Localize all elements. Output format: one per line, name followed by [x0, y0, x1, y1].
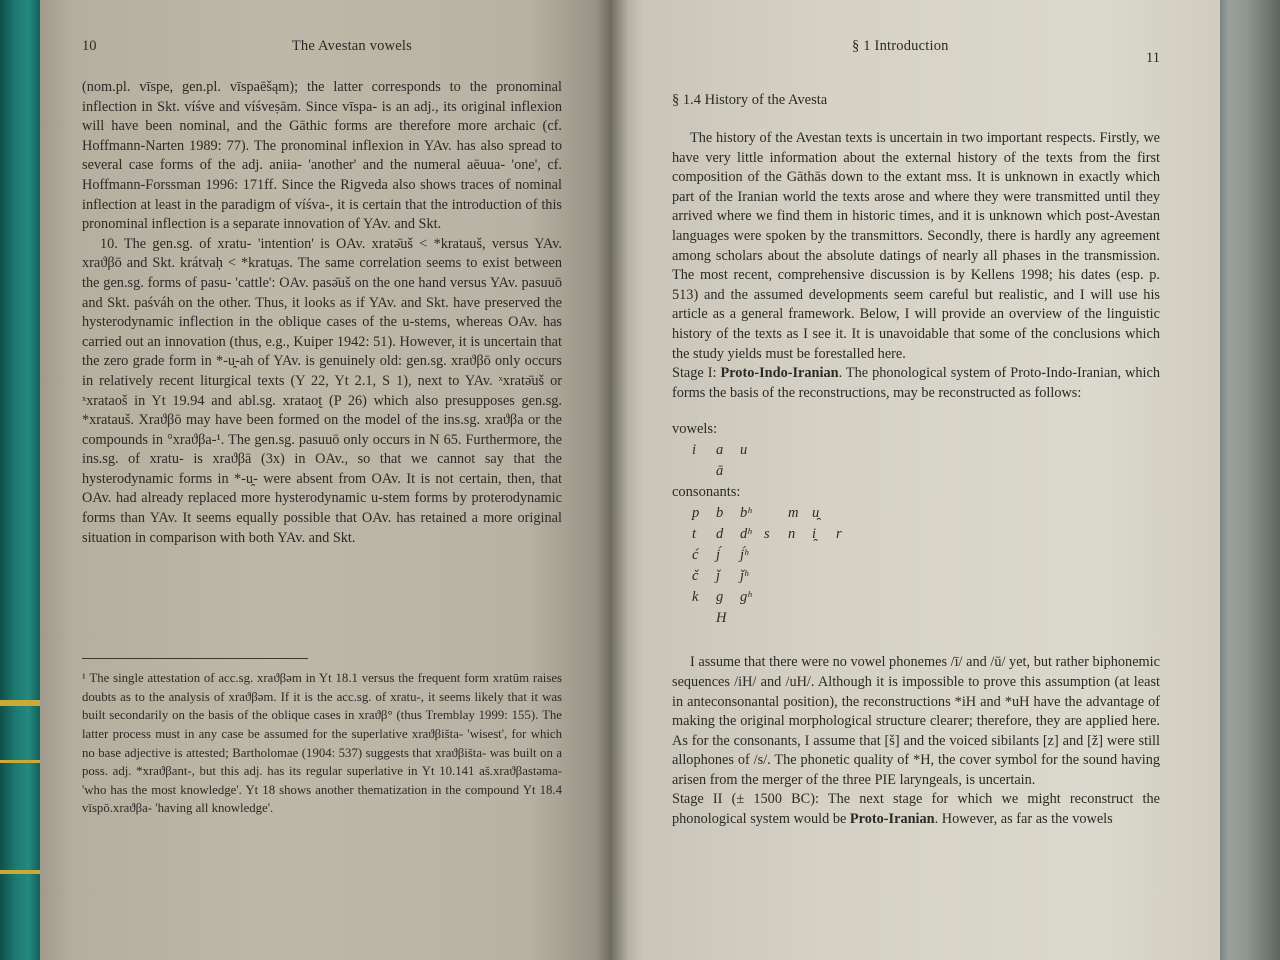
consonant-cell: bʰ: [740, 505, 752, 522]
page-number-right: 11: [1146, 50, 1160, 66]
vowel-cell: [740, 463, 764, 484]
vowel-cell: [692, 463, 716, 484]
consonant-cell: H: [716, 610, 727, 627]
running-head-left: The Avestan vowels: [291, 38, 412, 54]
consonant-cell: t: [692, 526, 697, 543]
consonant-cell: ǰʰ: [740, 568, 749, 585]
vowel-row: [692, 442, 1160, 463]
consonant-cell: [764, 568, 788, 589]
consonant-table: [692, 505, 1160, 631]
consonant-cell: [788, 547, 812, 568]
stage-2-paragraph: [672, 790, 1160, 829]
consonant-cell: [836, 505, 860, 526]
vowels-label: vowels:: [672, 421, 718, 438]
consonant-cell: [836, 610, 860, 631]
consonant-cell: p: [692, 505, 700, 522]
stage-1-term: Proto-Indo-Iranian: [720, 365, 839, 382]
consonant-cell: [836, 589, 860, 610]
consonant-cell: s: [764, 526, 770, 543]
consonant-cell: [812, 547, 836, 568]
section-title: § 1.4 History of the Avesta: [672, 92, 828, 108]
stage-1-prefix: Stage I:: [672, 365, 721, 382]
vowel-cell: i: [692, 442, 697, 459]
consonant-cell: [836, 547, 860, 568]
consonant-cell: [764, 547, 788, 568]
consonant-cell: u̯: [812, 505, 820, 522]
consonant-row: [692, 610, 1160, 631]
consonant-cell: r: [836, 526, 842, 543]
vowel-cell: a: [716, 442, 724, 459]
paragraph: (nom.pl. vīspe, gen.pl. vīspaēšąm); the latter corresponds to the pronominal inflection in Skt. víśve and víśveṣām. Since vīspa- is an adj., its original inflexion will have been nominal, and the Gāthic forms are therefore more archaic (cf. Hoffmann-Narten 1989: 77). The pronominal inflexion in YAv. has also spread to several case forms of the adj. aniia- 'another' and the numeral aēuua- 'one', cf. Hoffmann-Forssman 1996: 171ff. Since the Rigveda also shows traces of nominal inflection at least in the paradigm of víśva-, it is certain that the introduction of this pronominal inflection is a separate innovation of YAv. and Skt.: [82, 79, 562, 233]
consonant-cell: dʰ: [740, 526, 752, 543]
consonant-cell: i̯: [812, 526, 817, 543]
consonant-cell: č: [692, 568, 699, 585]
consonant-cell: j́ʰ: [740, 547, 749, 564]
consonant-cell: d: [716, 526, 724, 543]
book-gutter: [596, 0, 628, 960]
right-page-body: [672, 129, 1160, 403]
paragraph: The history of the Avestan texts is uncertain in two important respects. Firstly, we have very little information about the external history of the texts from the first composition of the Gāthās down to the extant mss. It is unknown in exactly which part of the Iranian world the texts arose and where they were transmitted until they arrived where we find them in historic times, and it is unknown which post-Avestan languages were spoken by the transmittors. Secondly, there is hardly any agreement among scholars about the absolute datings of nearly all phases in the transmission. The most recent, comprehensive discussion is by Kellens 1998; his dates (esp. p. 513) and the assumed developments seem careful but realistic, and I will use his article as a general framework. Below, I will provide an overview of the linguistic history of the texts as I see it. It is unavoidable that some of the conclusions which the study yields must be forestalled here.: [672, 130, 1160, 362]
consonant-cell: b: [716, 505, 724, 522]
consonant-cell: [692, 610, 716, 631]
stage-1-text: . The phonological system of Proto-Indo-Iranian, which forms the basis of the reconstructions, may be reconstructed as follows:: [672, 365, 1160, 401]
consonant-cell: k: [692, 589, 699, 606]
consonant-cell: [740, 610, 764, 631]
right-page-header: [672, 38, 1160, 78]
consonant-row: [692, 568, 1160, 589]
right-page: [612, 0, 1220, 960]
consonant-cell: [788, 589, 812, 610]
left-page: [40, 0, 612, 960]
consonant-cell: [788, 568, 812, 589]
vowel-table: [692, 442, 1160, 484]
vowel-cell: ā: [716, 463, 724, 480]
consonant-row: [692, 547, 1160, 568]
consonant-row: [692, 589, 1160, 610]
consonant-cell: [836, 568, 860, 589]
footnote: ¹ The single attestation of acc.sg. xraϑβəm in Yt 18.1 versus the frequent form xratūm raises doubts as to the analysis of xraϑβəm. If it is the acc.sg. of xratu-, it seems likely that it was built secondarily on the basis of the oblique cases in xraϑβ° (thus Tremblay 1999: 155). The latter process must in any case be assumed for the superlative xraϑβišta- 'wisest', for which no base adjective is attested; Bartholomae (1904: 537) suggests that xraϑβišta- was built on a poss. adj. *xraϑβant-, but this adj. has its regular superlative in Yt 10.141 aš.xraϑβastəma- 'who has the most knowledge'. Yt 18 shows another thematization in the compound Yt 18.4 vīspō.xraϑβa- 'having all knowledge'.: [82, 671, 562, 816]
stage-2-term: Proto-Iranian: [849, 811, 935, 828]
consonant-cell: n: [788, 526, 796, 543]
book-edge-right: [1216, 0, 1280, 960]
consonant-cell: [764, 610, 788, 631]
page-number-left: 10: [82, 38, 97, 54]
vowel-cell: u: [740, 442, 748, 459]
paragraph: I assume that there were no vowel phonemes /ī/ and /ū/ yet, but rather biphonemic sequences /iH/ and /uH/. Although it is impossible to prove this assumption (at least in anteconsonantal position), the reconstructions *iH and *uH have the advantage of making the original morphological structure clearer; therefore, they are applied here. As for the consonants, I assume that [š] and the voiced sibilants [z] and [ž] were still allophones of /s/. The phonetic quality of *H, the cover symbol for the sound having arisen from the merger of the three PIE laryngeals, is uncertain.: [672, 654, 1160, 788]
right-page-body-lower: [672, 653, 1160, 829]
consonants-label: consonants:: [672, 484, 741, 501]
consonant-cell: [812, 610, 836, 631]
consonant-cell: m: [788, 505, 799, 522]
vowel-row: [692, 463, 1160, 484]
stage-2-prefix: Stage II (± 1500 BC): The next stage for which we might reconstruct the phonological system would be: [672, 791, 1160, 828]
consonant-cell: [812, 589, 836, 610]
stage-1-paragraph: [672, 364, 1160, 403]
footnote-rule: [82, 658, 308, 659]
paragraph: 10. The gen.sg. of xratu- 'intention' is OAv. xratə̄uš < *kratauš, versus YAv. xraϑβō and Skt. krátvaḥ < *kratu̯as. The same correlation seems to exist between the gen.sg. forms of pasu- 'cattle': OAv. pasə̄uš on the one hand versus YAv. pasuuō and Skt. paśváh on the other. Thus, it looks as if YAv. and Skt. have preserved the hysterodynamic inflection in the oblique cases of the u-stems, whereas OAv. has carried out an innovation (thus, e.g., Kuiper 1942: 51). However, it is uncertain that the zero grade form in *-u̯-ah of YAv. is genuinely old: gen.sg. xraϑβō only occurs in relatively recent liturgical texts (Y 22, Yt 2.1, S 1), next to YAv. ˣxratə̄uš or ˣxrataoš in Yt 19.94 and abl.sg. xrataot̰ (P 26) which also presupposes gen.sg. *xratauš. Xraϑβō may have been formed on the model of the ins.sg. xraϑβa or the compounds in °xraϑβa-¹. The gen.sg. pasuuō only occurs in N 65. Furthermore, the ins.sg. of xratu- is xraϑβā (3x) in OAv., so that we cannot say that the hysterodynamic forms in *-u̯- were absent from OAv. It is not certain, then, that OAv. had already replaced more hysterodynamic u-stem forms by proterodynamic forms than YAv. It seems equally possible that OAv. has retained a more original situation in comparison with both YAv. and Skt.: [82, 235, 562, 546]
left-page-body: [82, 78, 562, 548]
left-page-header: [82, 38, 562, 78]
consonant-cell: ć: [692, 547, 699, 564]
running-head-right: § 1 Introduction: [852, 38, 949, 54]
consonant-row: [692, 505, 1160, 526]
consonant-cell: [812, 568, 836, 589]
consonant-cell: ǰ: [716, 568, 721, 585]
stage-2-text: . However, as far as the vowels: [934, 811, 1113, 828]
consonant-cell: g: [716, 589, 724, 606]
consonant-cell: [788, 610, 812, 631]
consonant-cell: j́: [716, 547, 721, 564]
consonant-cell: [764, 589, 788, 610]
consonant-cell: gʰ: [740, 589, 752, 606]
consonant-row: [692, 526, 1160, 547]
consonant-cell: [764, 505, 788, 526]
